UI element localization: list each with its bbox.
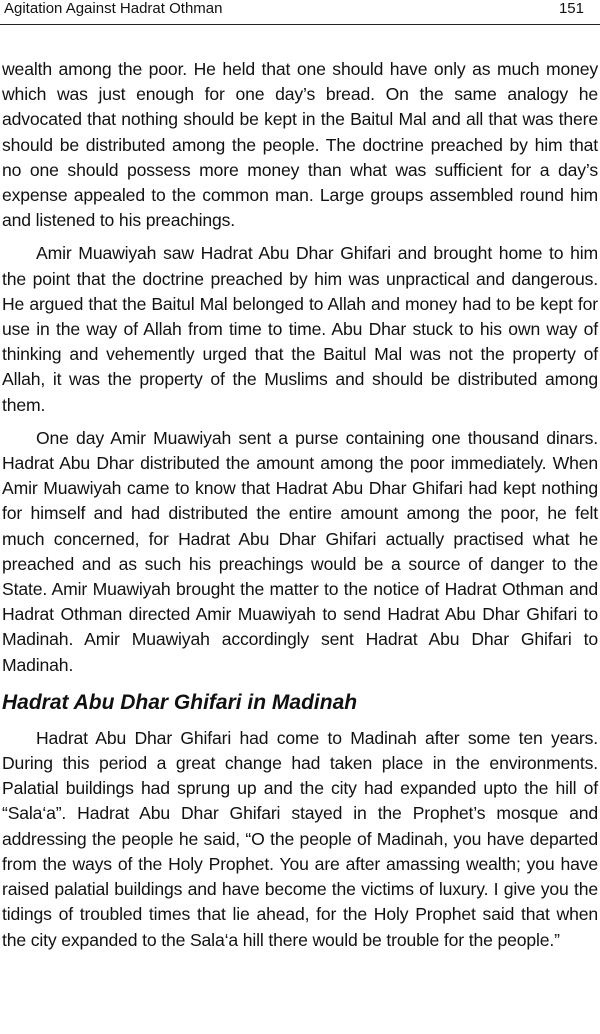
page-number: 151 [558,0,584,17]
chapter-title: Agitation Against Hadrat Othman [4,0,223,17]
header-rule [0,24,600,25]
running-head [2,0,598,26]
paragraph-purse-of-dinars: One day Amir Muawiyah sent a purse containing one thousand dinars. Hadrat Abu Dhar distributed the amount among the poor immediately. When Amir Muawiyah came to know that Hadrat Abu Dhar Ghifari had kept nothing for himself and had distributed the entire amount among the poor, he felt much concerned, for Hadrat Abu Dhar Ghifari actually practised what he preached and as such his preachings would be a source of danger to the State. Amir Muawiyah brought the matter to the notice of Hadrat Othman and Hadrat Othman directed Amir Muawiyah to send Hadrat Abu Dhar Ghifari to Madinah. Amir Muawiyah accordingly sent Hadrat Abu Dhar Ghifari to Madinah. [2,427,598,675]
paragraph-continuation: wealth among the poor. He held that one should have only as much money which was just enough for one day’s bread. On the same analogy he advocated that nothing should be kept in the Baitul Mal and all that was there should be distributed among the people. The doctrine preached by him that no one should possess more money than what was sufficient for a day’s expense appealed to the common man. Large groups assembled round him and listened to his preachings. [2,59,598,231]
paragraph-madinah: Hadrat Abu Dhar Ghifari had come to Madinah after some ten years. During this period a great change had taken place in the environments. Palatial buildings had sprung up and the city had expanded upto the hill of “Sala‘a”. Hadrat Abu Dhar Ghifari stayed in the Prophet’s mosque and addressing the people he said, “O the people of Madinah, you have departed from the ways of the Holy Prophet. You are after amassing wealth; you have raised palatial buildings and have become the victims of luxury. I give you the tidings of troubled times that lie ahead, for the Holy Prophet said that when the city expanded to the Sala‘a hill there would be trouble for the people.” [2,727,598,950]
body-text [2,57,598,961]
paragraph-muawiyah-argument: Amir Muawiyah saw Hadrat Abu Dhar Ghifari and brought home to him the point that the doctrine preached by him was unpractical and dangerous. He argued that the Baitul Mal belonged to Allah and money had to be kept for use in the way of Allah from time to time. Abu Dhar stuck to his own way of thinking and vehemently urged that the Baitul Mal was not the property of Allah, it was the property of the Muslims and should be distributed among them. [2,243,598,415]
section-heading: Hadrat Abu Dhar Ghifari in Madinah [2,690,358,714]
